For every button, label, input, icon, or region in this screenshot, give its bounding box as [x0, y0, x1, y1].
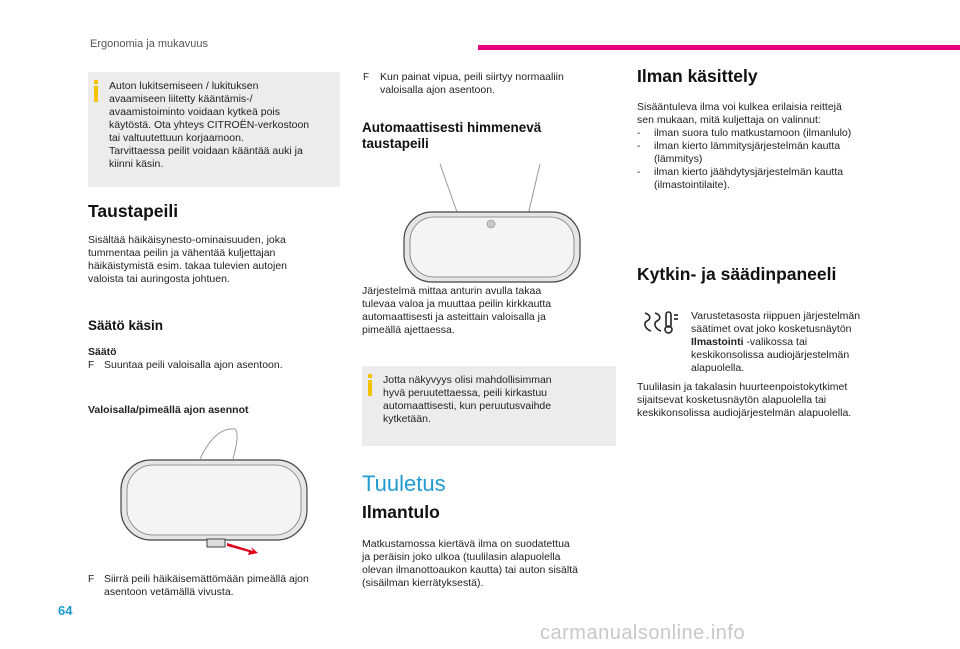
- auto-dimming-text: Järjestelmä mittaa anturin avulla takaa tulevaa valoa ja muuttaa peilin kirkkautta automaattisesti ja asteittain valoisalla ja pimeällä ajettaessa.: [362, 285, 552, 336]
- bullet-glyph-3: F: [363, 72, 370, 83]
- info-note-reverse: [362, 366, 616, 446]
- info-note-text: Auton lukitsemiseen / lukituksen avaamiseen liitetty kääntämis-/ avaamistoiminto voidaan kytkeä pois käytöstä. Ota yhteys CITROËN-verkostoon tai valtuutettuun korjaamoon. Tarvittaessa peilit voidaan kääntää auki ja kiinni käsin.: [109, 80, 310, 170]
- control-panel-title: Kytkin- ja säädinpaneeli: [637, 264, 837, 284]
- air-handling-intro: Sisääntuleva ilma voi kulkea erilaisia reittejä sen mukaan, mitä kuljettaja on valinnut:: [637, 101, 842, 126]
- page-number: 64: [58, 603, 73, 618]
- list-item: ilman kierto lämmitysjärjestelmän kautta (lämmitys): [654, 140, 841, 165]
- info-icon-2: [368, 374, 372, 396]
- fan-temperature-icon: [643, 309, 683, 335]
- info-icon: [94, 80, 98, 102]
- watermark: carmanualsonline.info: [540, 622, 746, 644]
- bullet-glyph-2: F: [88, 574, 95, 585]
- manual-mirror-illustration: [115, 425, 315, 565]
- mirror-night-text: Siirrä peili häikäisemättömään pimeällä ajon asentoon vetämällä vivusta.: [104, 573, 309, 598]
- red-arrow-icon: [227, 543, 258, 555]
- adjust-text: Suuntaa peili valoisalla ajon asentoon.: [104, 359, 283, 371]
- list-dash-2: -: [637, 141, 641, 152]
- ventilation-title: Tuuletus: [362, 471, 446, 496]
- info-note-reverse-text: Jotta näkyvyys olisi mahdollisimman hyvä peruutettaessa, peili kirkastuu automaattisesti, kun peruutusvaihde kytketään.: [383, 374, 552, 425]
- auto-dimming-title: Automaattisesti himmenevä taustapeili: [362, 120, 542, 151]
- air-intake-text: Matkustamossa kiertävä ilma on suodatettua ja peräisin joko ulkoa (tuulilasin alapuolella olevan ilmanottoaukon kautta) tai auton sisältä (sisäilman kierrätyksestä).: [362, 538, 578, 589]
- adjust-label: Säätö: [88, 346, 117, 358]
- list-item: ilman suora tulo matkustamoon (ilmanlulo): [654, 127, 852, 139]
- air-intake-title: Ilmantulo: [362, 502, 440, 522]
- rearview-mirror-title: Taustapeili: [88, 201, 179, 221]
- defrost-text: Tuulilasin ja takalasin huurteenpoistokytkimet sijaitsevat kosketusnäytön alapuolella tai keskikonsolissa audiojärjestelmän alapuolella.: [637, 381, 852, 419]
- control-panel-text: Varustetasosta riippuen järjestelmän säätimet ovat joko kosketusnäytön Ilmastointi -valikossa tai keskikonsolissa audiojärjestelmän alapuolella.: [691, 310, 861, 374]
- list-dash-3: -: [637, 167, 641, 178]
- positions-label: Valoisalla/pimeällä ajon asennot: [88, 404, 249, 416]
- lever-text: Kun painat vipua, peili siirtyy normaaliin valoisalla ajon asentoon.: [380, 71, 564, 96]
- bullet-glyph: F: [88, 360, 95, 371]
- header-accent-bar: [478, 45, 960, 50]
- info-note-mirrors: [88, 72, 340, 187]
- sensor-icon: [487, 220, 495, 228]
- auto-dimming-mirror-illustration: [400, 160, 585, 285]
- list-dash-1: -: [637, 128, 641, 139]
- section-header: Ergonomia ja mukavuus: [90, 38, 209, 50]
- air-handling-title: Ilman käsittely: [637, 66, 758, 86]
- rearview-mirror-intro: Sisältää häikäisynesto-ominaisuuden, joka tummentaa peilin ja vähentää kuljettajan häikäistymistä esim. takaa tulevien autojen valoista tai auringosta johtuen.: [88, 234, 288, 285]
- list-item: ilman kierto jäähdytysjärjestelmän kautta (ilmastointilaite).: [654, 166, 844, 191]
- manual-adjust-title: Säätö käsin: [88, 318, 164, 333]
